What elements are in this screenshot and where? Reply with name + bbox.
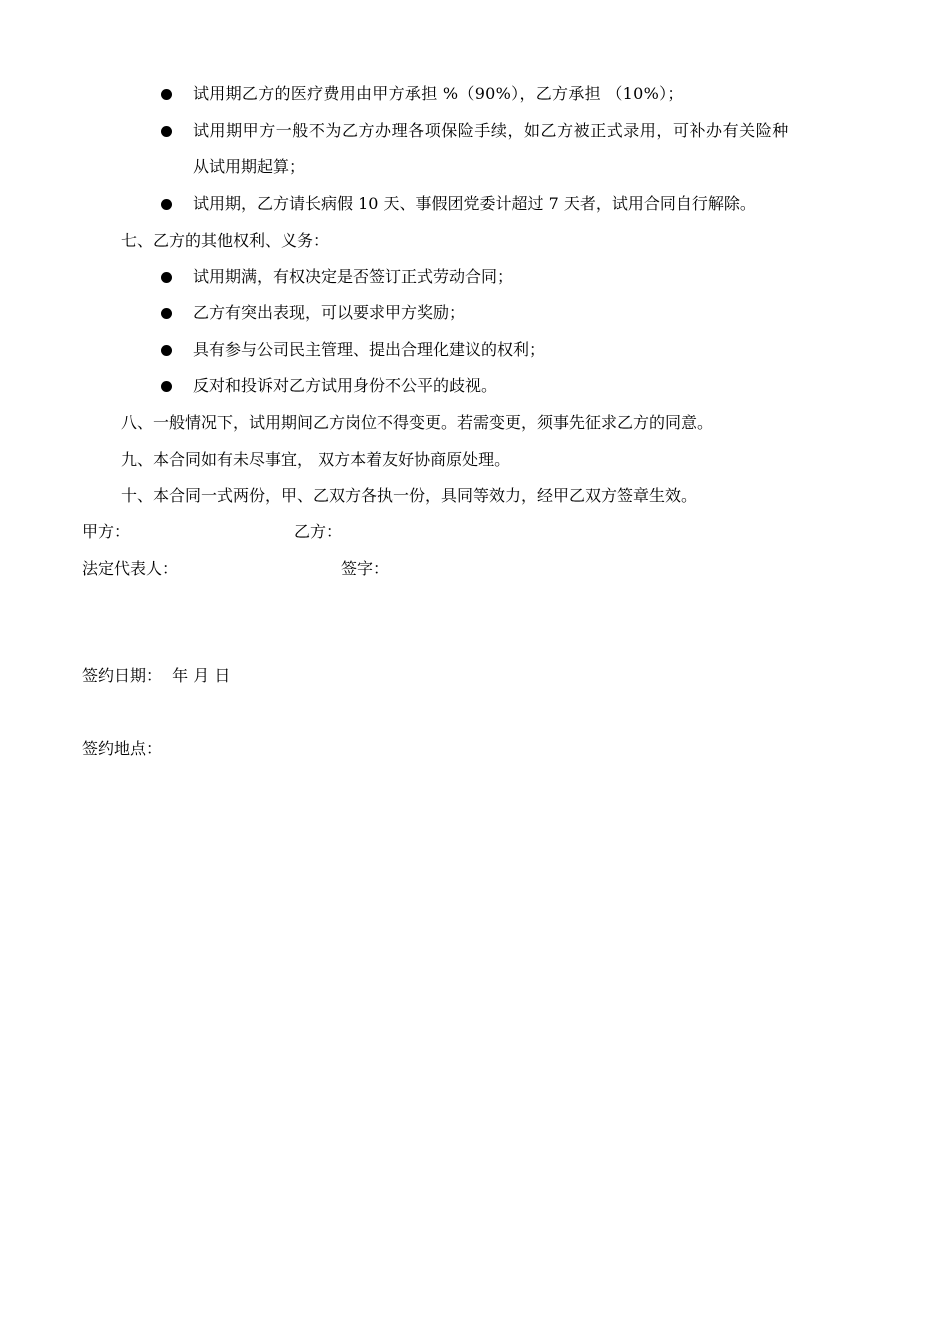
- bullet-dot: [161, 126, 172, 137]
- clause-10: 十、本合同一式两份，甲、乙双方各执一份，具同等效力，经甲乙双方签章生效。: [121, 486, 698, 505]
- bullet-text-discrimination: 反对和投诉对乙方试用身份不公平的歧视。: [193, 376, 498, 395]
- bullet-text-right-sign: 试用期满，有权决定是否签订正式劳动合同；: [193, 267, 514, 286]
- signing-date-label: 签约日期： 年 月 日: [82, 666, 231, 685]
- bullet-dot: [161, 272, 172, 283]
- bullet-text-democratic: 具有参与公司民主管理、提出合理化建议的权利；: [193, 340, 546, 359]
- legal-representative-label: 法定代表人：: [82, 559, 179, 578]
- bullet-dot: [161, 308, 172, 319]
- signing-place-label: 签约地点：: [82, 739, 163, 758]
- bullet-dot: [161, 381, 172, 392]
- bullet-text-insurance-cont: 从试用期起算；: [193, 157, 306, 176]
- clause-9: 九、本合同如有未尽事宜， 双方本着友好协商原处理。: [121, 450, 511, 469]
- section7-heading: 七、乙方的其他权利、义务：: [121, 231, 330, 250]
- signature-label: 签字：: [341, 559, 390, 578]
- bullet-text-medical-cost: 试用期乙方的医疗费用由甲方承担 %（90%），乙方承担 （10%）；: [193, 84, 684, 103]
- bullet-dot: [161, 89, 172, 100]
- clause-8: 八、一般情况下，试用期间乙方岗位不得变更。若需变更，须事先征求乙方的同意。: [121, 413, 714, 432]
- bullet-text-insurance: 试用期甲方一般不为乙方办理各项保险手续，如乙方被正式录用，可补办有关险种: [193, 121, 789, 140]
- bullet-dot: [161, 345, 172, 356]
- party-a-label: 甲方：: [82, 522, 131, 541]
- bullet-text-reward: 乙方有突出表现，可以要求甲方奖励；: [193, 303, 466, 322]
- bullet-text-leave: 试用期，乙方请长病假 10 天、事假团党委计超过 7 天者，试用合同自行解除。: [193, 194, 756, 213]
- bullet-dot: [161, 199, 172, 210]
- party-b-label: 乙方：: [294, 522, 343, 541]
